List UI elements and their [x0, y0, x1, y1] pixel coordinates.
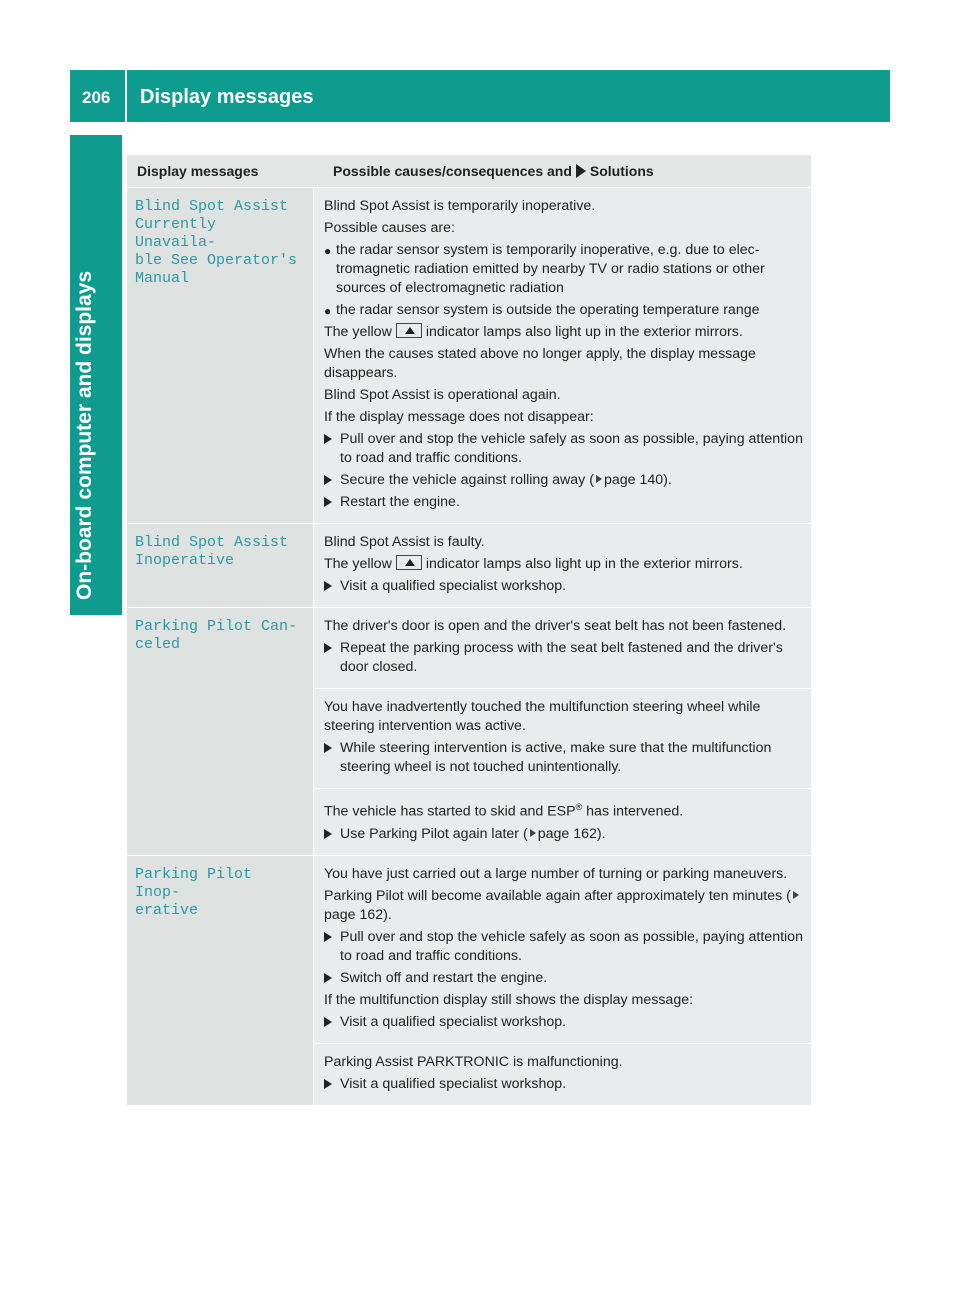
paragraph: Blind Spot Assist is faulty.: [324, 534, 485, 550]
paragraph: If the multifunction display still shows the display message:: [324, 991, 694, 1008]
causes-cell: [314, 608, 811, 855]
step-arrow-icon: [324, 577, 340, 596]
step-text: Visit a qualified specialist workshop.: [340, 578, 567, 594]
page-title: Display messages: [140, 86, 314, 108]
col-header-causes-text: Possible causes/consequences and: [333, 163, 572, 179]
col-header-messages: Display messages: [137, 163, 259, 179]
paragraph: You have inadvertently touched the multifunction steering wheel while steering intervention was active.: [324, 699, 761, 734]
header-divider: [125, 70, 127, 122]
step-arrow-icon: [324, 739, 340, 777]
action-step: [324, 969, 803, 988]
action-step: [324, 825, 803, 844]
paragraph-text: indicator lamps also light up in the exterior mirrors.: [425, 556, 743, 572]
causes-cell: [314, 188, 811, 523]
action-step: [324, 739, 803, 777]
paragraph-text: indicator lamps also light up in the exterior mirrors.: [425, 324, 743, 340]
cause-block: [314, 524, 811, 607]
registered-mark: ®: [575, 802, 583, 812]
step-text-part: Use Parking Pilot again later (: [340, 825, 528, 842]
step-arrow-icon: [324, 969, 340, 988]
cause-block: [314, 608, 811, 689]
message-cell: [127, 856, 314, 1105]
paragraph: If the display message does not disappear:: [324, 409, 594, 425]
section-sidebar: [70, 135, 122, 615]
paragraph: When the causes stated above no longer apply, the display message disappears.: [324, 346, 756, 381]
list-item: [324, 241, 803, 298]
paragraph: The driver's door is open and the driver's seat belt has not been fastened.: [324, 618, 787, 634]
action-step: [324, 430, 803, 468]
action-step: [324, 577, 803, 596]
message-cell: [127, 188, 314, 523]
page-header: [70, 70, 890, 122]
step-text: Repeat the parking process with the seat belt fastened and the driver's door closed.: [340, 640, 783, 675]
message-cell: [127, 608, 314, 855]
paragraph: Blind Spot Assist is operational again.: [324, 387, 561, 403]
display-messages-table: [127, 155, 811, 1106]
cause-block: [314, 856, 811, 1044]
paragraph: You have just carried out a large number of turning or parking maneuvers.: [324, 865, 788, 882]
cause-block: [314, 689, 811, 789]
action-step: [324, 639, 803, 677]
paragraph: Possible causes are:: [324, 220, 455, 236]
page-ref-icon: [596, 475, 602, 483]
step-arrow-icon: [324, 471, 340, 490]
paragraph: [324, 798, 803, 822]
page-ref-icon: [530, 829, 536, 837]
table-row: [127, 608, 811, 856]
step-text: Pull over and stop the vehicle safely as soon as possible, paying attention to road and traffic conditions.: [340, 431, 803, 466]
step-text: While steering intervention is active, make sure that the multifunction steering wheel is not touched unintentionally.: [340, 740, 772, 775]
display-message: Parking Pilot Can‐ celed: [135, 618, 298, 653]
table-row: [127, 188, 811, 524]
step-arrow-icon: [324, 430, 340, 468]
page-reference-link[interactable]: page 162).: [537, 825, 606, 842]
paragraph-text: The yellow: [324, 324, 392, 340]
step-arrow-icon: [324, 928, 340, 966]
page-reference-link[interactable]: page 162).: [324, 906, 392, 923]
step-text: Visit a qualified specialist workshop.: [340, 1075, 567, 1092]
cause-block: [314, 789, 811, 855]
action-step: [324, 1075, 803, 1094]
step-text: [340, 471, 672, 490]
table-row: [127, 856, 811, 1106]
step-text: Visit a qualified specialist workshop.: [340, 1013, 567, 1030]
col-header-solutions-text: Solutions: [589, 163, 654, 179]
page-reference-link[interactable]: page 140).: [603, 472, 672, 488]
col-header-causes: [323, 155, 811, 187]
causes-cell: [314, 524, 811, 607]
page-number: 206: [82, 88, 111, 107]
paragraph: [324, 323, 803, 342]
step-text: [340, 825, 606, 844]
cause-block: [314, 1044, 811, 1105]
list-item-text: the radar sensor system is outside the operating temperature range: [336, 302, 760, 318]
blind-spot-lamp-icon: [396, 555, 422, 570]
list-item: [324, 301, 803, 320]
message-cell: [127, 524, 314, 607]
step-arrow-icon: [324, 825, 340, 844]
paragraph-text: has intervened.: [586, 803, 684, 820]
step-text: Restart the engine.: [340, 494, 460, 510]
display-message: Blind Spot Assist Currently Unavaila‐ ble See Operator's Manual: [135, 198, 298, 287]
paragraph-text: Parking Pilot will become available again after approximately ten minutes (: [324, 887, 791, 904]
causes-cell: [314, 856, 811, 1105]
table-header: [127, 155, 811, 188]
paragraph-text: The vehicle has started to skid and ESP: [324, 803, 576, 820]
step-arrow-icon: [324, 1075, 340, 1094]
bullet-icon: ●: [324, 304, 332, 318]
step-text-part: Secure the vehicle against rolling away (: [340, 472, 594, 488]
action-step: [324, 493, 803, 512]
display-message: Blind Spot Assist Inoperative: [135, 534, 289, 569]
action-step: [324, 928, 803, 966]
display-message: Parking Pilot Inop‐ erative: [135, 865, 253, 919]
action-step: [324, 1013, 803, 1032]
bullet-icon: ●: [324, 244, 332, 258]
paragraph: [324, 887, 803, 925]
paragraph-text: The yellow: [324, 556, 392, 572]
step-text: Switch off and restart the engine.: [340, 969, 548, 986]
paragraph: Parking Assist PARKTRONIC is malfunctioning.: [324, 1053, 623, 1070]
paragraph: [324, 555, 803, 574]
step-arrow-icon: [324, 1013, 340, 1032]
blind-spot-lamp-icon: [396, 323, 422, 338]
step-text: Pull over and stop the vehicle safely as soon as possible, paying attention to road and traffic conditions.: [340, 928, 803, 964]
list-item-text: the radar sensor system is temporarily inoperative, e.g. due to electromagnetic radiation emitted by nearby TV or radio stations or other sources of electromagnetic radiation: [336, 242, 765, 296]
arrow-icon: [576, 164, 586, 178]
action-step: [324, 471, 803, 490]
page-ref-icon: [793, 891, 799, 899]
step-arrow-icon: [324, 639, 340, 677]
step-arrow-icon: [324, 493, 340, 512]
paragraph: Blind Spot Assist is temporarily inoperative.: [324, 198, 596, 214]
section-title: On-board computer and displays: [73, 270, 96, 600]
table-row: [127, 524, 811, 608]
cause-block: [314, 188, 811, 523]
